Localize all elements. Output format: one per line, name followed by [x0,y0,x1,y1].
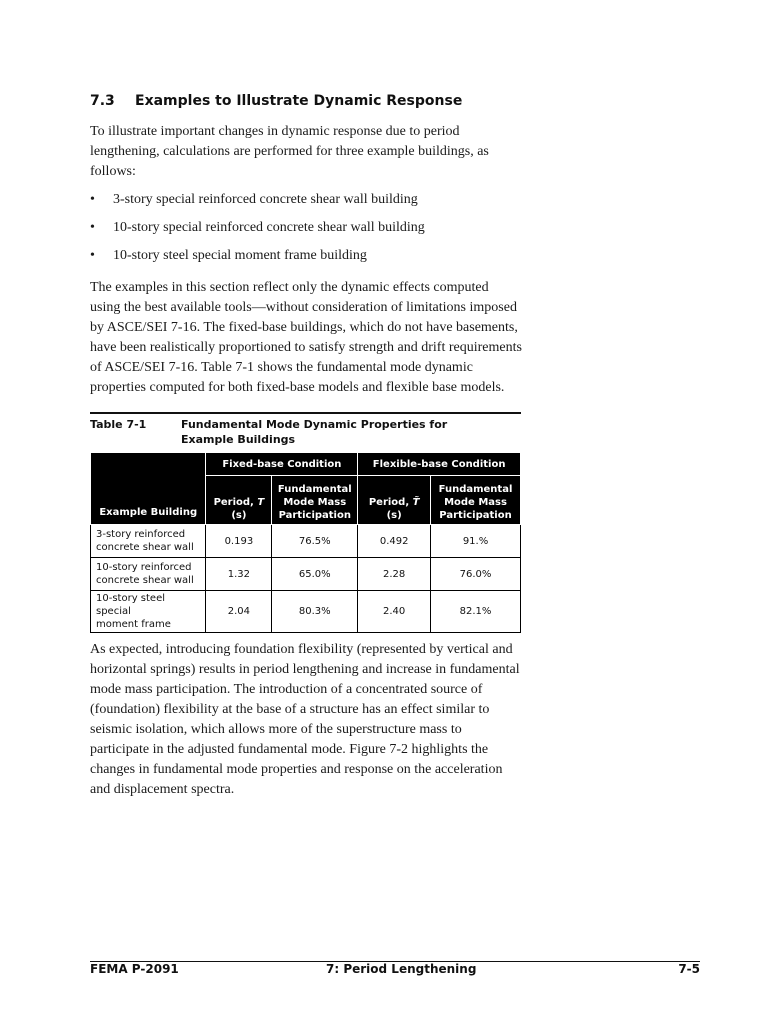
header-flexible-period: Period, T̃ (s) [358,476,431,525]
list-item [90,218,522,246]
building-cell: 10-story reinforced concrete shear wall [91,558,206,591]
table-number: Table 7-1 [90,418,147,431]
table-title: Fundamental Mode Dynamic Properties for Example Buildings [181,418,448,446]
table-row [91,558,521,591]
fixed-mass-cell: 80.3% [272,591,358,633]
dynamic-properties-table [90,452,521,633]
flex-period-cell: 0.492 [358,525,431,558]
footer-chapter: 7: Period Lengthening [326,962,477,976]
flex-period-symbol: T̃ [412,497,420,508]
flex-mass-cell: 91.% [431,525,521,558]
table-row [91,525,521,558]
footer-publication: FEMA P-2091 [90,962,179,976]
building-cell: 3-story reinforced concrete shear wall [91,525,206,558]
examples-paragraph: The examples in this section reflect only the dynamic effects computed using the best available tools—without consideration of limitations imposed by ASCE/SEI 7-16. The fixed-base buildings, which do not have basements, have been realistically proportioned to satisfy strength and drift requirements of ASCE/SEI 7-16. Table 7-1 shows the fundamental mode dynamic properties computed for both fixed-base models and flexible base models. [90,280,522,395]
table-top-rule [90,412,521,414]
bullet-icon: • [90,248,95,263]
flex-mass-cell: 76.0% [431,558,521,591]
bullet-icon: • [90,220,95,235]
fixed-period-cell: 0.193 [206,525,272,558]
header-example-building: Example Building [91,453,206,525]
header-fixed-mass: Fundamental Mode Mass Participation [272,476,358,525]
fixed-mass-cell: 76.5% [272,525,358,558]
header-fixed-period: Period, T (s) [206,476,272,525]
results-paragraph: As expected, introducing foundation flexibility (represented by vertical and horizontal springs) results in period lengthening and increase in fundamental mode mass participation. The introduction of a concentrated source of (foundation) flexibility at the base of a structure has an effect similar to seismic isolation, which allows more of the superstructure mass to participate in the adjusted fundamental mode. Figure 7-2 highlights the changes in fundamental mode properties and response on the acceleration and displacement spectra. [90,642,520,797]
bullet-icon: • [90,192,95,207]
header-fixed-base: Fixed-base Condition [206,453,358,476]
flex-period-cell: 2.28 [358,558,431,591]
table-row [91,591,521,633]
header-flexible-mass: Fundamental Mode Mass Participation [431,476,521,525]
intro-paragraph: To illustrate important changes in dynamic response due to period lengthening, calculations are performed for three example buildings, as follows: [90,124,489,179]
header-flexible-base: Flexible-base Condition [358,453,521,476]
list-item-text: 10-story special reinforced concrete shear wall building [113,220,425,235]
list-item-text: 10-story steel special moment frame building [113,248,367,263]
fixed-period-cell: 1.32 [206,558,272,591]
flex-period-cell: 2.40 [358,591,431,633]
section-number: 7.3 [90,93,115,109]
building-list [90,190,522,274]
fixed-mass-cell: 65.0% [272,558,358,591]
section-heading [90,93,462,109]
period-symbol: T [257,497,265,508]
page-footer [90,962,700,978]
list-item-text: 3-story special reinforced concrete shear wall building [113,192,418,207]
list-item [90,246,522,274]
list-item [90,190,522,218]
section-title: Examples to Illustrate Dynamic Response [135,93,463,109]
fixed-period-cell: 2.04 [206,591,272,633]
footer-page-number: 7-5 [678,962,700,976]
building-cell: 10-story steel special moment frame [91,591,206,633]
flex-mass-cell: 82.1% [431,591,521,633]
